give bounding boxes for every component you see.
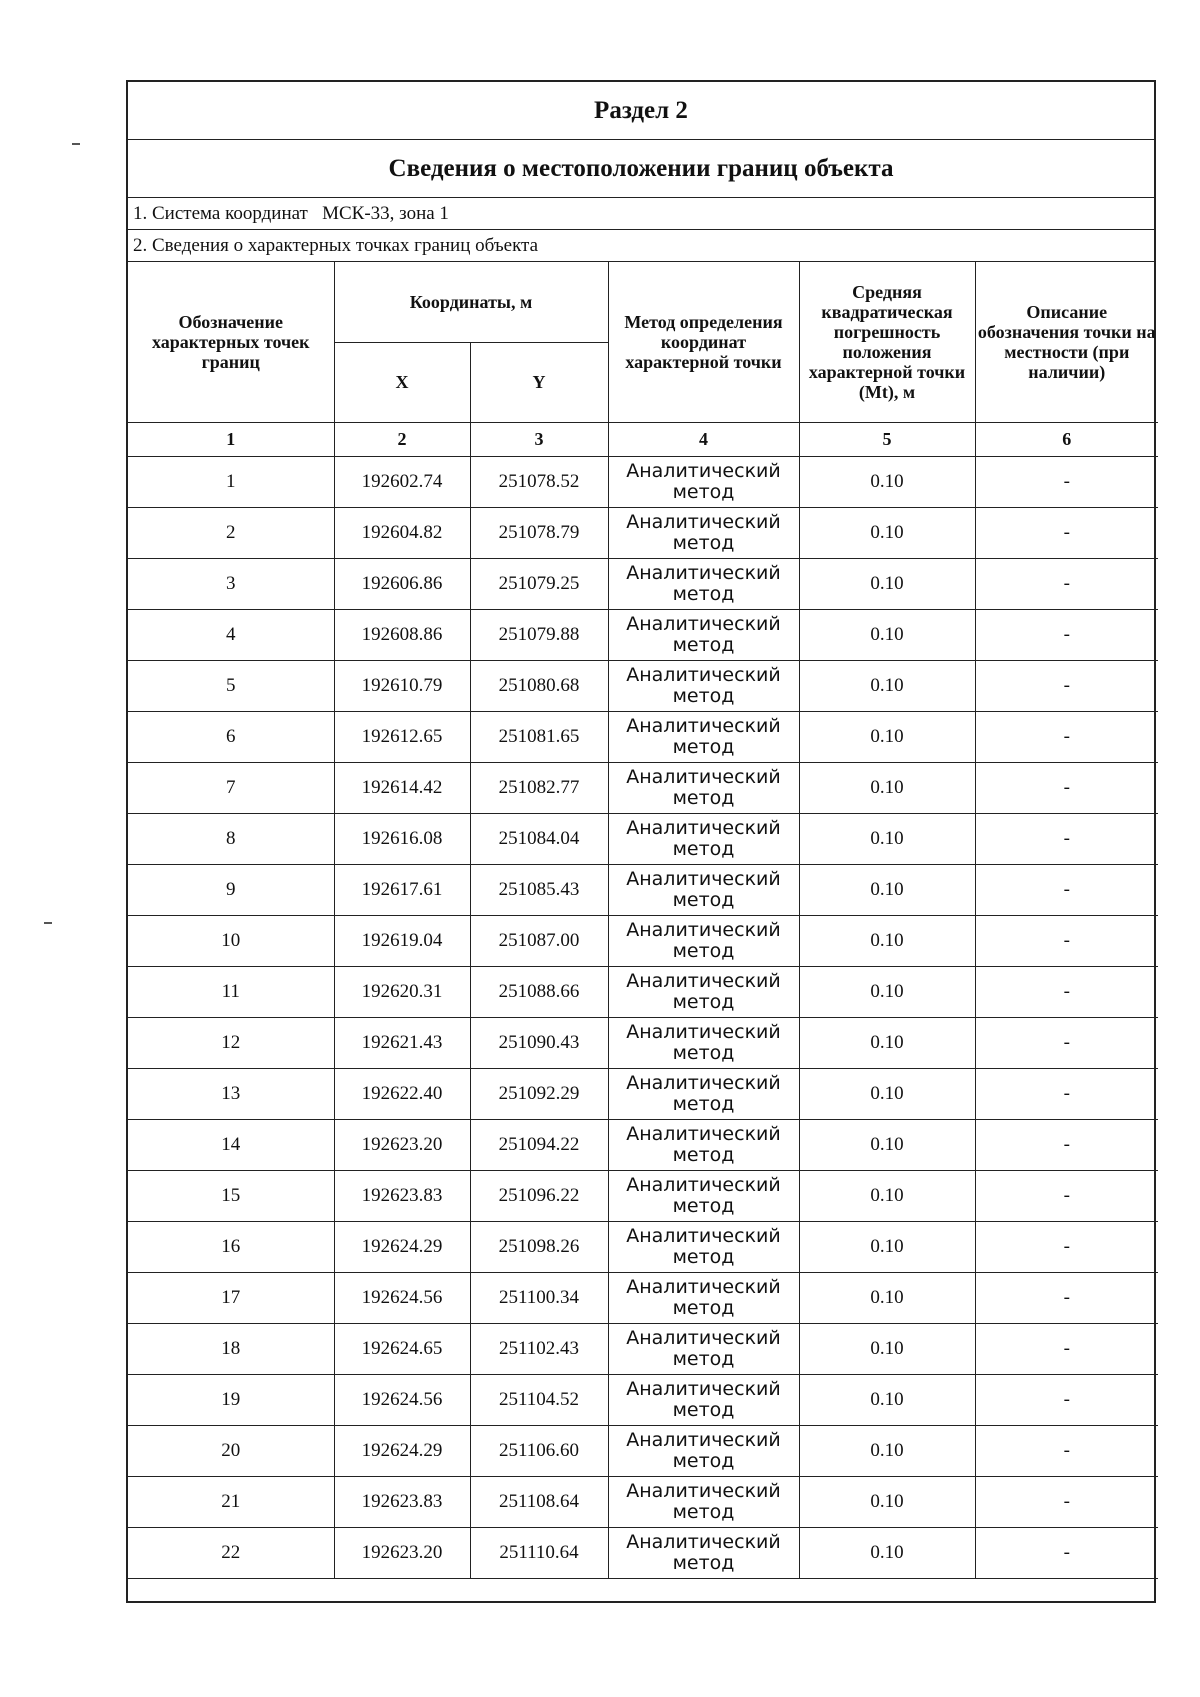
method-line-2: метод (672, 582, 735, 605)
description-cell: - (975, 915, 1158, 966)
description-cell: - (975, 609, 1158, 660)
method-line-2: метод (672, 1296, 735, 1319)
coordinate-x-cell: 192624.29 (334, 1425, 470, 1476)
error-mt-cell: 0.10 (799, 507, 975, 558)
method-line-1: Аналитический (626, 918, 781, 941)
coordinate-y-cell: 251079.25 (470, 558, 608, 609)
coordinate-x-cell: 192620.31 (334, 966, 470, 1017)
description-cell: - (975, 507, 1158, 558)
coordinate-x-cell: 192624.56 (334, 1374, 470, 1425)
header-error: Средняя квадратическая погрешность положения характерной точки (Mt), м (799, 262, 975, 422)
error-mt-cell: 0.10 (799, 456, 975, 507)
method-cell (608, 1170, 799, 1221)
method-line-2: метод (672, 684, 735, 707)
table-row (128, 915, 1158, 966)
point-number-cell: 17 (128, 1272, 334, 1323)
method-line-1: Аналитический (626, 765, 781, 788)
method-line-1: Аналитический (626, 1326, 781, 1349)
method-cell (608, 1221, 799, 1272)
document-sheet (126, 80, 1156, 1603)
coordinate-x-cell: 192623.20 (334, 1119, 470, 1170)
coordinate-x-cell: 192623.83 (334, 1170, 470, 1221)
table-row (128, 1119, 1158, 1170)
method-line-1: Аналитический (626, 714, 781, 737)
coordinate-x-cell: 192624.56 (334, 1272, 470, 1323)
coordinate-y-cell: 251078.79 (470, 507, 608, 558)
coordinate-y-cell: 251088.66 (470, 966, 608, 1017)
coordinate-y-cell: 251106.60 (470, 1425, 608, 1476)
method-cell (608, 813, 799, 864)
coordinate-y-cell: 251085.43 (470, 864, 608, 915)
column-number: 6 (975, 422, 1158, 456)
header-description: Описание обозначения точки на местности (при наличии) (975, 262, 1158, 422)
method-cell (608, 1425, 799, 1476)
coordinate-x-cell: 192624.65 (334, 1323, 470, 1374)
point-number-cell: 14 (128, 1119, 334, 1170)
coordinate-y-cell: 251078.52 (470, 456, 608, 507)
description-cell: - (975, 1221, 1158, 1272)
error-mt-cell: 0.10 (799, 558, 975, 609)
point-number-cell: 6 (128, 711, 334, 762)
method-cell (608, 558, 799, 609)
description-cell: - (975, 660, 1158, 711)
error-mt-cell: 0.10 (799, 1374, 975, 1425)
method-line-1: Аналитический (626, 1479, 781, 1502)
method-line-1: Аналитический (626, 663, 781, 686)
coordinate-y-cell: 251104.52 (470, 1374, 608, 1425)
coordinate-y-cell: 251092.29 (470, 1068, 608, 1119)
description-cell: - (975, 966, 1158, 1017)
description-cell: - (975, 1425, 1158, 1476)
point-number-cell: 4 (128, 609, 334, 660)
description-cell: - (975, 813, 1158, 864)
table-row (128, 1017, 1158, 1068)
coordinate-x-cell: 192608.86 (334, 609, 470, 660)
coordinate-system-label: 1. Система координат (133, 202, 308, 224)
coordinate-y-cell: 251098.26 (470, 1221, 608, 1272)
description-cell: - (975, 1068, 1158, 1119)
method-line-2: метод (672, 1092, 735, 1115)
coordinate-y-cell: 251108.64 (470, 1476, 608, 1527)
method-line-2: метод (672, 1398, 735, 1421)
coordinate-x-cell: 192621.43 (334, 1017, 470, 1068)
description-cell: - (975, 456, 1158, 507)
error-mt-cell: 0.10 (799, 915, 975, 966)
coordinate-x-cell: 192622.40 (334, 1068, 470, 1119)
coordinate-x-cell: 192624.29 (334, 1221, 470, 1272)
point-number-cell: 11 (128, 966, 334, 1017)
header-x: X (334, 342, 470, 422)
method-cell (608, 864, 799, 915)
header-y: Y (470, 342, 608, 422)
table-row (128, 558, 1158, 609)
point-number-cell: 19 (128, 1374, 334, 1425)
section-title: Раздел 2 (128, 82, 1154, 140)
method-line-1: Аналитический (626, 510, 781, 533)
section-subtitle: Сведения о местоположении границ объекта (128, 140, 1154, 198)
coordinate-x-cell: 192610.79 (334, 660, 470, 711)
column-number-row (128, 422, 1158, 456)
coordinate-y-cell: 251090.43 (470, 1017, 608, 1068)
method-cell (608, 762, 799, 813)
error-mt-cell: 0.10 (799, 1221, 975, 1272)
method-line-1: Аналитический (626, 1122, 781, 1145)
method-cell (608, 966, 799, 1017)
point-number-cell: 22 (128, 1527, 334, 1578)
description-cell: - (975, 558, 1158, 609)
method-line-2: метод (672, 939, 735, 962)
coordinate-x-cell: 192623.83 (334, 1476, 470, 1527)
method-cell (608, 1527, 799, 1578)
coordinate-y-cell: 251100.34 (470, 1272, 608, 1323)
method-line-2: метод (672, 1143, 735, 1166)
table-row (128, 1323, 1158, 1374)
error-mt-cell: 0.10 (799, 762, 975, 813)
description-cell: - (975, 1323, 1158, 1374)
method-line-1: Аналитический (626, 561, 781, 584)
table-row (128, 1272, 1158, 1323)
description-cell: - (975, 1170, 1158, 1221)
method-line-2: метод (672, 1551, 735, 1574)
coordinate-y-cell: 251087.00 (470, 915, 608, 966)
coordinate-x-cell: 192616.08 (334, 813, 470, 864)
column-number: 5 (799, 422, 975, 456)
coordinate-y-cell: 251084.04 (470, 813, 608, 864)
error-mt-cell: 0.10 (799, 813, 975, 864)
coordinate-system-value: МСК-33, зона 1 (322, 202, 449, 224)
point-number-cell: 7 (128, 762, 334, 813)
method-line-2: метод (672, 1449, 735, 1472)
method-line-1: Аналитический (626, 969, 781, 992)
point-number-cell: 8 (128, 813, 334, 864)
point-number-cell: 15 (128, 1170, 334, 1221)
point-number-cell: 2 (128, 507, 334, 558)
description-cell: - (975, 864, 1158, 915)
error-mt-cell: 0.10 (799, 660, 975, 711)
method-line-1: Аналитический (626, 1020, 781, 1043)
method-line-1: Аналитический (626, 1173, 781, 1196)
method-line-1: Аналитический (626, 1071, 781, 1094)
point-number-cell: 18 (128, 1323, 334, 1374)
method-line-1: Аналитический (626, 867, 781, 890)
coordinate-x-cell: 192612.65 (334, 711, 470, 762)
method-line-2: метод (672, 1194, 735, 1217)
table-header-row (128, 262, 1158, 342)
method-line-2: метод (672, 1500, 735, 1523)
point-number-cell: 3 (128, 558, 334, 609)
point-number-cell: 21 (128, 1476, 334, 1527)
error-mt-cell: 0.10 (799, 1425, 975, 1476)
description-cell: - (975, 1017, 1158, 1068)
method-line-2: метод (672, 1245, 735, 1268)
error-mt-cell: 0.10 (799, 711, 975, 762)
error-mt-cell: 0.10 (799, 1170, 975, 1221)
error-mt-cell: 0.10 (799, 609, 975, 660)
table-row (128, 1374, 1158, 1425)
table-row (128, 660, 1158, 711)
table-row (128, 1068, 1158, 1119)
boundary-points-table (128, 262, 1158, 1579)
description-cell: - (975, 711, 1158, 762)
method-line-2: метод (672, 480, 735, 503)
method-line-1: Аналитический (626, 459, 781, 482)
description-cell: - (975, 1374, 1158, 1425)
table-row (128, 966, 1158, 1017)
point-number-cell: 12 (128, 1017, 334, 1068)
method-cell (608, 1323, 799, 1374)
table-row (128, 1476, 1158, 1527)
method-line-2: метод (672, 1347, 735, 1370)
table-row (128, 1221, 1158, 1272)
error-mt-cell: 0.10 (799, 1017, 975, 1068)
method-cell (608, 1476, 799, 1527)
error-mt-cell: 0.10 (799, 1068, 975, 1119)
point-number-cell: 13 (128, 1068, 334, 1119)
table-footer-row (128, 1579, 1154, 1601)
point-number-cell: 16 (128, 1221, 334, 1272)
header-designation: Обозначение характерных точек границ (128, 262, 334, 422)
table-row (128, 1425, 1158, 1476)
table-row (128, 864, 1158, 915)
method-cell (608, 1374, 799, 1425)
method-cell (608, 1272, 799, 1323)
coordinate-system-line (128, 198, 1154, 230)
point-number-cell: 5 (128, 660, 334, 711)
method-line-2: метод (672, 786, 735, 809)
method-line-1: Аналитический (626, 612, 781, 635)
table-row (128, 813, 1158, 864)
point-number-cell: 9 (128, 864, 334, 915)
method-cell (608, 1068, 799, 1119)
method-cell (608, 609, 799, 660)
method-cell (608, 456, 799, 507)
method-line-1: Аналитический (626, 816, 781, 839)
method-line-2: метод (672, 837, 735, 860)
point-number-cell: 20 (128, 1425, 334, 1476)
margin-mark (44, 922, 52, 924)
error-mt-cell: 0.10 (799, 1272, 975, 1323)
description-cell: - (975, 1527, 1158, 1578)
error-mt-cell: 0.10 (799, 1527, 975, 1578)
points-heading: 2. Сведения о характерных точках границ объекта (128, 230, 1154, 262)
column-number: 3 (470, 422, 608, 456)
method-line-2: метод (672, 1041, 735, 1064)
coordinate-y-cell: 251082.77 (470, 762, 608, 813)
method-cell (608, 507, 799, 558)
description-cell: - (975, 1272, 1158, 1323)
coordinate-y-cell: 251102.43 (470, 1323, 608, 1374)
coordinate-x-cell: 192619.04 (334, 915, 470, 966)
method-cell (608, 915, 799, 966)
coordinate-x-cell: 192617.61 (334, 864, 470, 915)
coordinate-y-cell: 251094.22 (470, 1119, 608, 1170)
table-row (128, 456, 1158, 507)
method-line-1: Аналитический (626, 1428, 781, 1451)
method-cell (608, 1119, 799, 1170)
method-line-2: метод (672, 531, 735, 554)
table-row (128, 1170, 1158, 1221)
column-number: 2 (334, 422, 470, 456)
table-row (128, 507, 1158, 558)
method-cell (608, 660, 799, 711)
description-cell: - (975, 1119, 1158, 1170)
error-mt-cell: 0.10 (799, 966, 975, 1017)
method-cell (608, 1017, 799, 1068)
table-row (128, 609, 1158, 660)
error-mt-cell: 0.10 (799, 1476, 975, 1527)
method-line-2: метод (672, 735, 735, 758)
error-mt-cell: 0.10 (799, 1119, 975, 1170)
coordinate-x-cell: 192602.74 (334, 456, 470, 507)
coordinate-y-cell: 251081.65 (470, 711, 608, 762)
method-line-1: Аналитический (626, 1275, 781, 1298)
point-number-cell: 10 (128, 915, 334, 966)
error-mt-cell: 0.10 (799, 864, 975, 915)
table-row (128, 762, 1158, 813)
method-cell (608, 711, 799, 762)
method-line-2: метод (672, 990, 735, 1013)
description-cell: - (975, 762, 1158, 813)
coordinate-x-cell: 192604.82 (334, 507, 470, 558)
description-cell: - (975, 1476, 1158, 1527)
column-number: 1 (128, 422, 334, 456)
method-line-1: Аналитический (626, 1377, 781, 1400)
coordinate-y-cell: 251079.88 (470, 609, 608, 660)
table-row (128, 1527, 1158, 1578)
coordinate-y-cell: 251096.22 (470, 1170, 608, 1221)
coordinate-y-cell: 251110.64 (470, 1527, 608, 1578)
method-line-2: метод (672, 888, 735, 911)
table-row (128, 711, 1158, 762)
method-line-2: метод (672, 633, 735, 656)
margin-mark (72, 143, 80, 145)
column-number: 4 (608, 422, 799, 456)
method-line-1: Аналитический (626, 1224, 781, 1247)
coordinate-system-gap (308, 203, 322, 225)
coordinate-y-cell: 251080.68 (470, 660, 608, 711)
coordinate-x-cell: 192606.86 (334, 558, 470, 609)
header-method: Метод определения координат характерной точки (608, 262, 799, 422)
point-number-cell: 1 (128, 456, 334, 507)
coordinate-x-cell: 192623.20 (334, 1527, 470, 1578)
points-body (128, 456, 1158, 1578)
header-coordinates: Координаты, м (334, 262, 608, 342)
coordinate-x-cell: 192614.42 (334, 762, 470, 813)
error-mt-cell: 0.10 (799, 1323, 975, 1374)
method-line-1: Аналитический (626, 1530, 781, 1553)
